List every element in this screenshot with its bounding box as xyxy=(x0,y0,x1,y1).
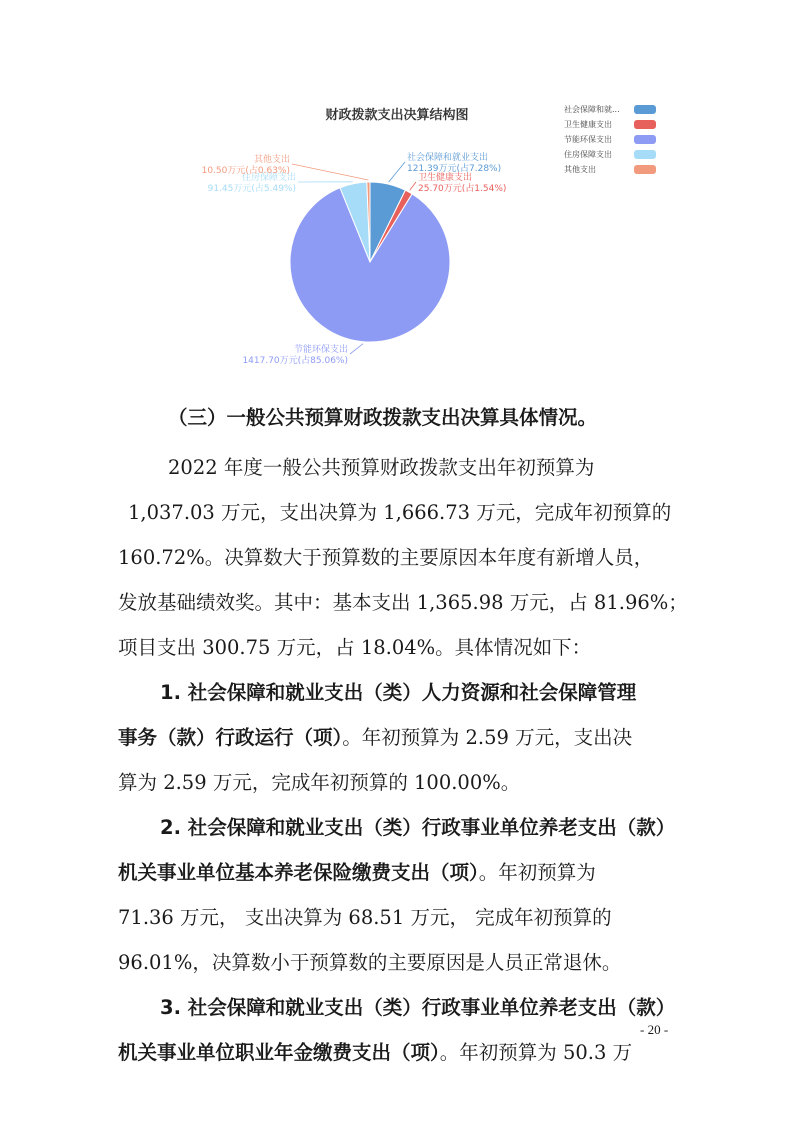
slice-name-label: 节能环保支出 xyxy=(293,345,348,355)
item3-line xyxy=(118,1037,632,1065)
item3-title-cont: 机关事业单位职业年金缴费支出（项） xyxy=(118,1041,440,1064)
paragraph-line: 160.72%。决算数大于预算数的主要原因本年度有新增人员， xyxy=(118,546,654,569)
legend-label: 住房保障支出 xyxy=(564,150,612,159)
item3-text: 。年初预算为 50.3 万 xyxy=(439,1041,633,1064)
item1-line xyxy=(118,722,632,750)
pie-chart xyxy=(180,98,660,388)
item1-line: 算为 2.59 万元，完成年初预算的 100.00%。 xyxy=(118,771,521,794)
leader-line xyxy=(350,344,363,354)
legend-item[interactable] xyxy=(564,117,656,132)
legend-swatch xyxy=(634,150,656,159)
item2-text: 。年初预算为 xyxy=(478,861,596,884)
paragraph-line: 发放基础绩效奖。其中：基本支出 1,365.98 万元，占 81.96%； xyxy=(118,591,688,614)
item1-title: 1. 社会保障和就业支出（类）人力资源和社会保障管理 xyxy=(160,681,637,704)
chart-legend xyxy=(564,102,656,177)
leader-line xyxy=(389,162,405,182)
paragraph-line: 2022 年度一般公共预算财政拨款支出年初预算为 xyxy=(168,456,595,479)
legend-swatch xyxy=(634,120,656,129)
item3-title: 3. 社会保障和就业支出（类）行政事业单位养老支出（款） xyxy=(160,996,676,1019)
section-heading: （三）一般公共预算财政拨款支出决算具体情况。 xyxy=(168,406,598,429)
item2-title-cont: 机关事业单位基本养老保险缴费支出（项） xyxy=(118,861,479,884)
legend-item[interactable] xyxy=(564,102,656,117)
item1-text: 。年初预算为 2.59 万元，支出决 xyxy=(342,726,633,749)
paragraph-line: 项目支出 300.75 万元，占 18.04%。具体情况如下： xyxy=(118,636,592,659)
chart-title: 财政拨款支出决算结构图 xyxy=(325,108,469,123)
legend-label: 其他支出 xyxy=(564,165,596,174)
legend-label: 节能环保支出 xyxy=(564,135,612,144)
item1-title-cont: 事务（款）行政运行（项） xyxy=(118,726,343,749)
slice-value-label: 25.70万元(占1.54%) xyxy=(418,184,507,194)
slice-value-label: 1417.70万元(占85.06%) xyxy=(242,356,348,366)
legend-swatch xyxy=(634,135,656,144)
leader-line xyxy=(292,164,368,180)
leader-line xyxy=(410,182,416,190)
legend-item[interactable] xyxy=(564,132,656,147)
item2-line: 71.36 万元， 支出决算为 68.51 万元， 完成年初预算的 xyxy=(118,906,612,929)
legend-swatch xyxy=(634,105,656,114)
slice-name-label: 社会保障和就业支出 xyxy=(407,153,489,163)
slice-value-label: 91.45万元(占5.49%) xyxy=(207,184,296,194)
item2-line xyxy=(118,857,596,885)
legend-item[interactable] xyxy=(564,147,656,162)
item2-title: 2. 社会保障和就业支出（类）行政事业单位养老支出（款） xyxy=(160,816,676,839)
page-number: - 20 - xyxy=(640,1022,669,1037)
legend-swatch xyxy=(634,165,656,174)
slice-value-label: 121.39万元(占7.28%) xyxy=(407,164,502,174)
legend-label: 卫生健康支出 xyxy=(564,120,612,129)
paragraph-line: 1,037.03 万元，支出决算为 1,666.73 万元，完成年初预算的 xyxy=(128,501,672,524)
legend-item[interactable] xyxy=(564,162,656,177)
slice-name-label: 住房保障支出 xyxy=(241,173,296,183)
slice-value-label: 10.50万元(占0.63%) xyxy=(201,166,290,176)
legend-label: 社会保障和就... xyxy=(564,105,620,114)
slice-name-label: 其他支出 xyxy=(253,155,290,165)
item2-line: 96.01%，决算数小于预算数的主要原因是人员正常退休。 xyxy=(118,951,622,974)
slice-name-label: 卫生健康支出 xyxy=(418,173,473,183)
